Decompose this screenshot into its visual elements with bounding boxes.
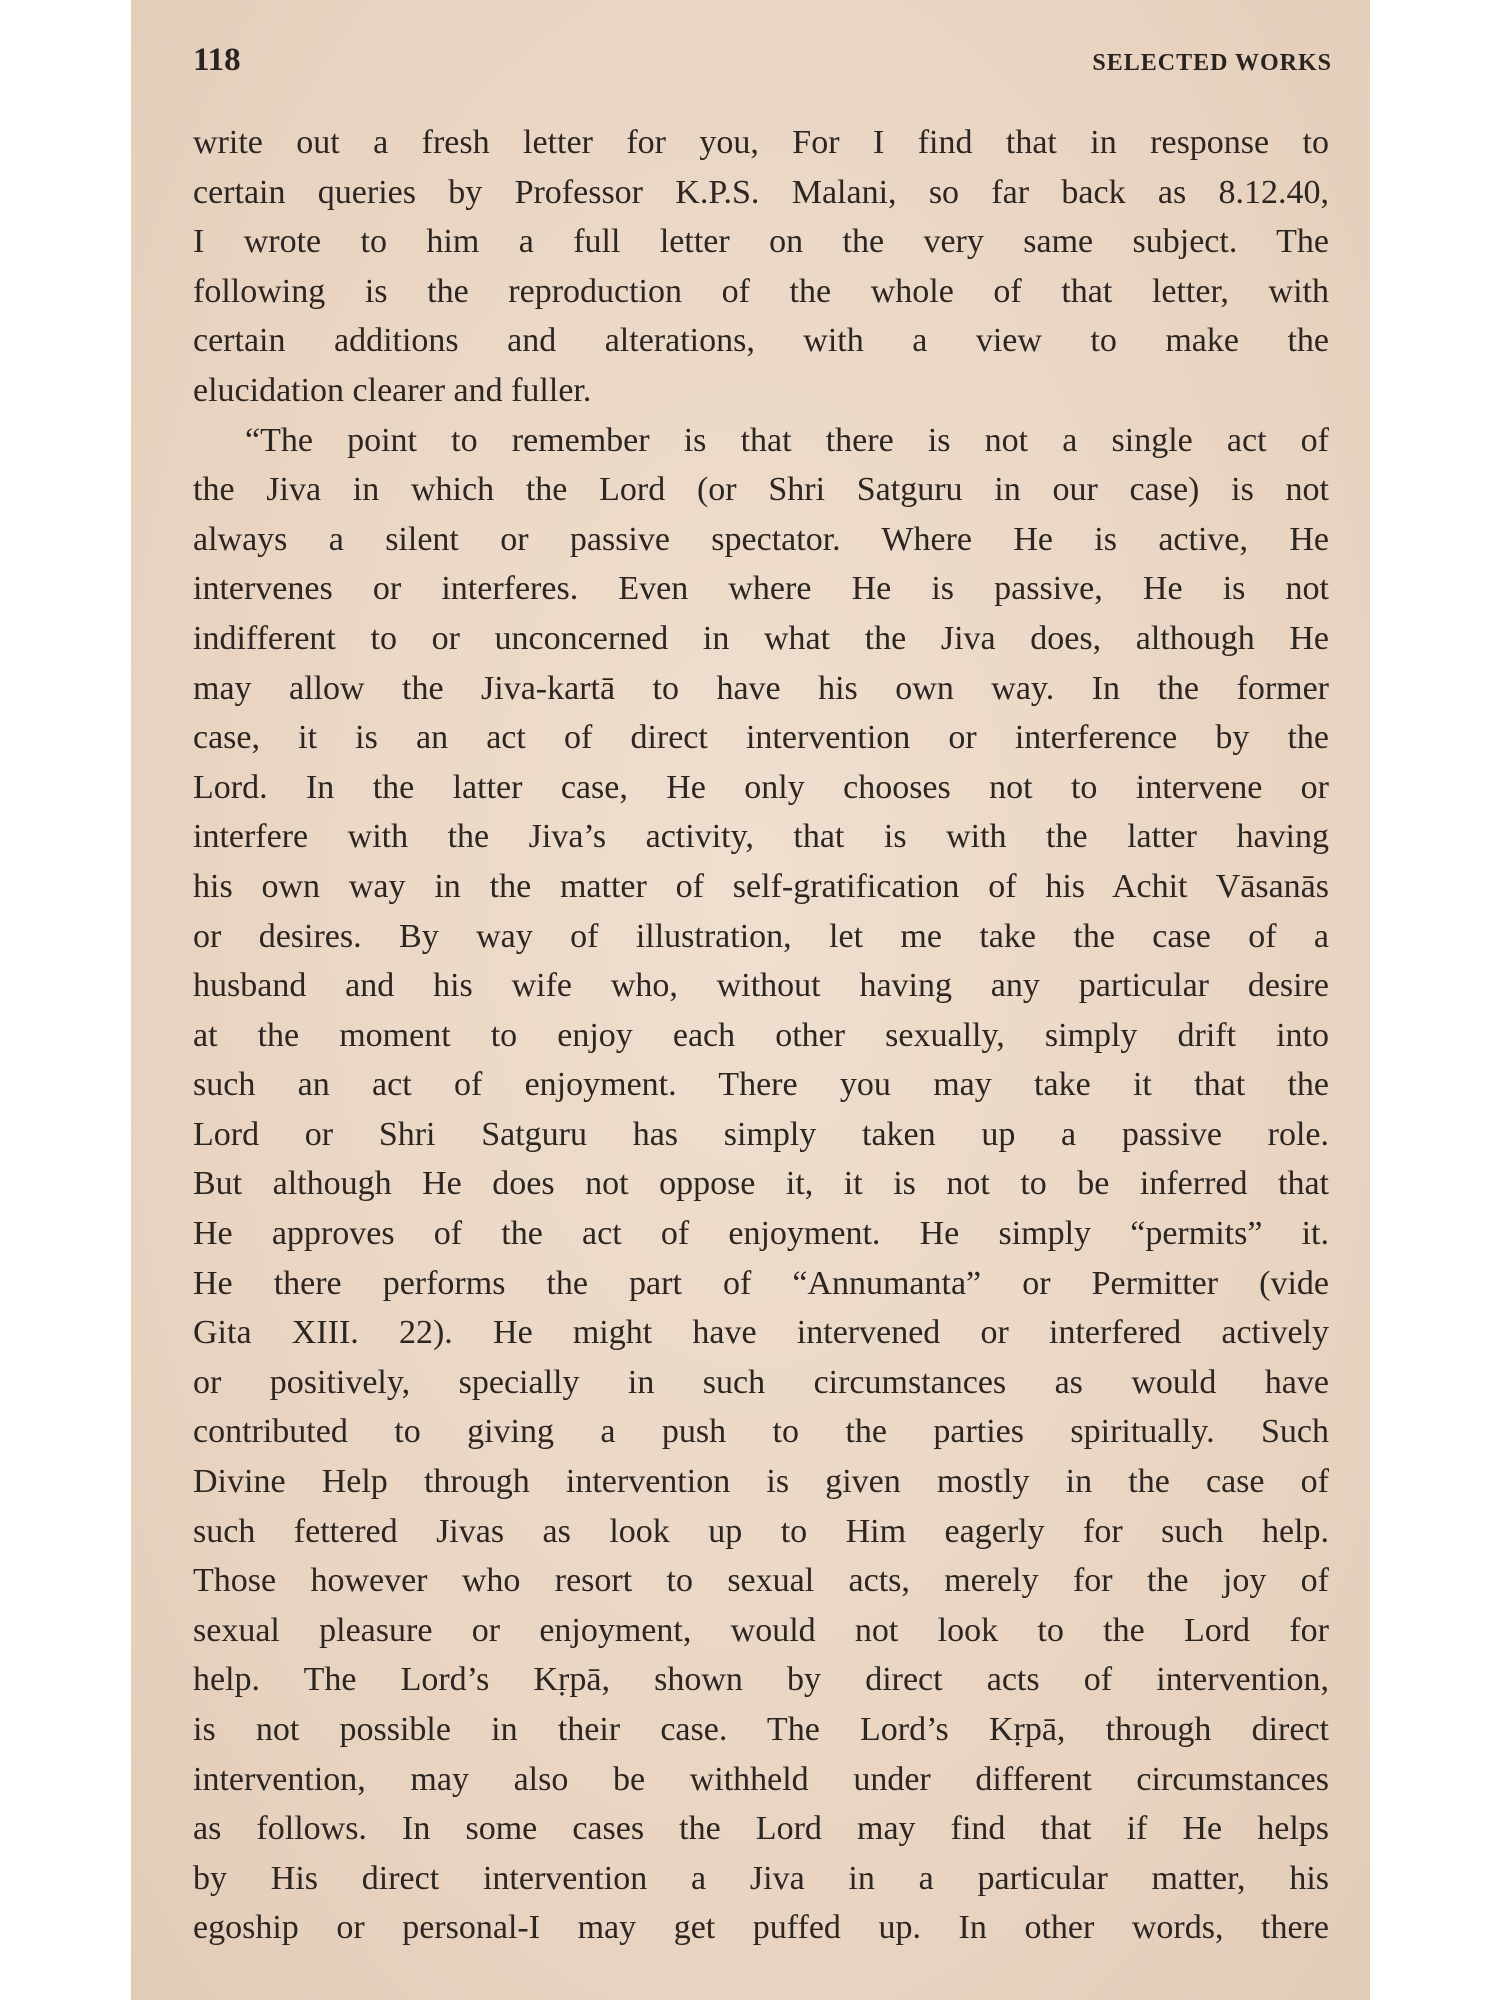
text-line: help. The Lord’s Kṛpā, shown by direct acts of intervention, — [193, 1661, 1329, 1699]
text-line: may allow the Jiva-kartā to have his own way. In the former — [193, 669, 1329, 707]
text-line: egoship or personal-I may get puffed up. In other words, there — [193, 1909, 1329, 1947]
page-number: 118 — [193, 42, 241, 78]
text-line: or positively, specially in such circumstances as would have — [193, 1363, 1329, 1401]
text-line: Those however who resort to sexual acts, merely for the joy of — [193, 1562, 1329, 1600]
text-line: He there performs the part of “Annumanta” or Permitter (vide — [193, 1264, 1329, 1302]
text-line: sexual pleasure or enjoyment, would not look to the Lord for — [193, 1611, 1329, 1649]
text-line: by His direct intervention a Jiva in a particular matter, his — [193, 1859, 1329, 1897]
text-line: at the moment to enjoy each other sexually, simply drift into — [193, 1016, 1329, 1054]
running-head: SELECTED WORKS — [1092, 50, 1332, 76]
book-page — [131, 0, 1370, 2000]
text-line: or desires. By way of illustration, let me take the case of a — [193, 917, 1329, 955]
text-line: Lord or Shri Satguru has simply taken up a passive role. — [193, 1115, 1329, 1153]
text-line: But although He does not oppose it, it is not to be inferred that — [193, 1165, 1329, 1203]
text-line: as follows. In some cases the Lord may find that if He helps — [193, 1810, 1329, 1848]
text-line: husband and his wife who, without having any particular desire — [193, 967, 1329, 1005]
text-line: is not possible in their case. The Lord’s Kṛpā, through direct — [193, 1711, 1329, 1748]
text-line: certain additions and alterations, with a view to make the — [193, 322, 1329, 360]
body-text — [193, 118, 1329, 1953]
text-line: interfere with the Jiva’s activity, that is with the latter having — [193, 818, 1329, 856]
page-header — [193, 42, 1332, 86]
text-line: He approves of the act of enjoyment. He simply “permits” it. — [193, 1215, 1329, 1253]
text-line: such an act of enjoyment. There you may take it that the — [193, 1066, 1329, 1104]
text-line: Gita XIII. 22). He might have intervened or interfered actively — [193, 1314, 1329, 1352]
text-line: intervenes or interferes. Even where He is passive, He is not — [193, 570, 1329, 608]
text-line: I wrote to him a full letter on the very same subject. The — [193, 223, 1329, 261]
text-line: his own way in the matter of self-gratification of his Achit Vāsanās — [193, 867, 1329, 905]
text-line: such fettered Jivas as look up to Him eagerly for such help. — [193, 1512, 1329, 1550]
text-line: Lord. In the latter case, He only chooses not to intervene or — [193, 768, 1329, 806]
text-line: always a silent or passive spectator. Where He is active, He — [193, 520, 1329, 558]
text-line: intervention, may also be withheld under different circumstances — [193, 1760, 1329, 1798]
text-line: write out a fresh letter for you, For I find that in response to — [193, 124, 1329, 161]
text-line: Divine Help through intervention is given mostly in the case of — [193, 1463, 1329, 1501]
text-line: the Jiva in which the Lord (or Shri Satguru in our case) is not — [193, 471, 1329, 509]
text-line: indifferent to or unconcerned in what the Jiva does, although He — [193, 619, 1329, 657]
text-line: “The point to remember is that there is not a single act of — [245, 421, 1329, 459]
text-line: certain queries by Professor K.P.S. Malani, so far back as 8.12.40, — [193, 173, 1329, 211]
text-line: case, it is an act of direct intervention or interference by the — [193, 719, 1329, 757]
text-line: contributed to giving a push to the parties spiritually. Such — [193, 1413, 1329, 1451]
text-line: following is the reproduction of the whole of that letter, with — [193, 272, 1329, 310]
text-line: elucidation clearer and fuller. — [193, 371, 592, 409]
